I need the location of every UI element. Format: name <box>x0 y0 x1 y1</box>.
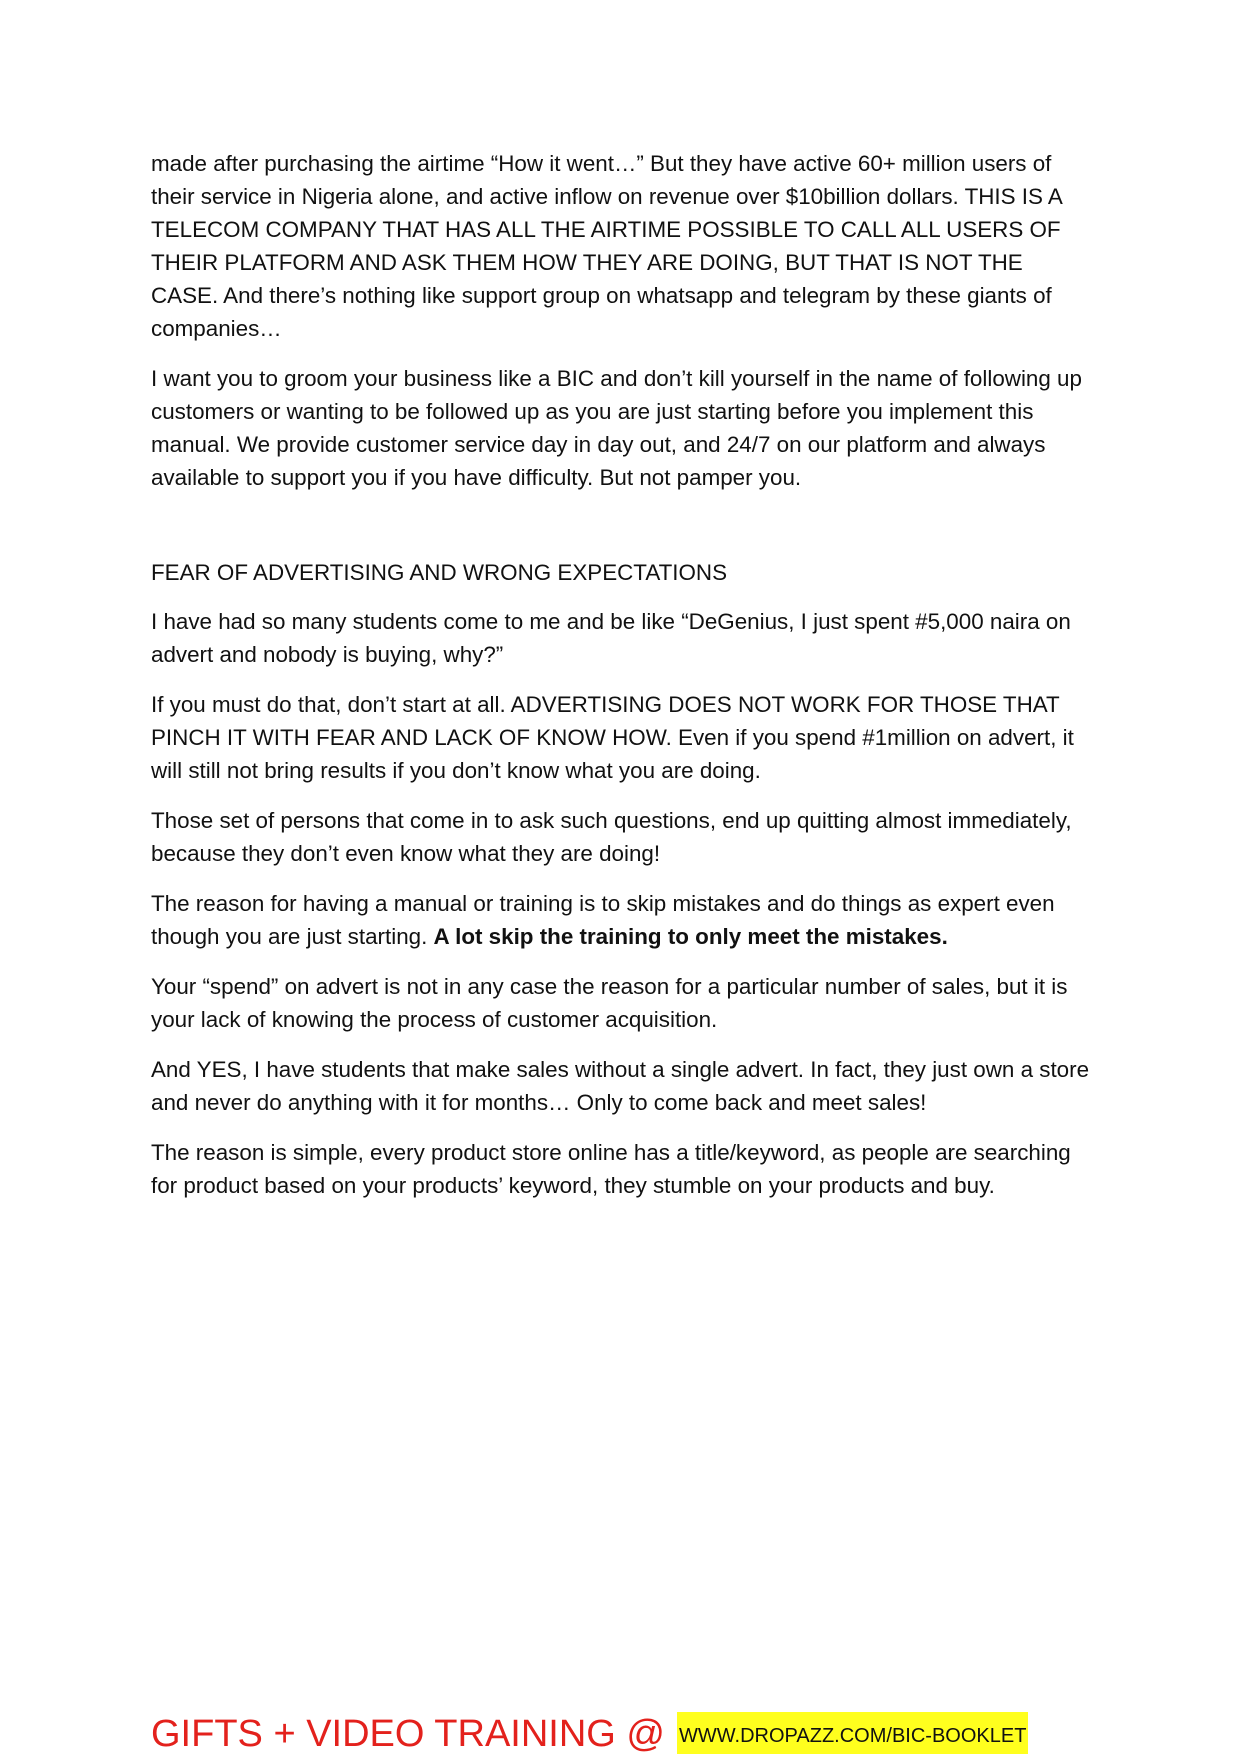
footer-website-link[interactable]: WWW.DROPAZZ.COM/BIC-BOOKLET <box>677 1712 1028 1754</box>
paragraph-sales-without-advert: And YES, I have students that make sales without a single advert. In fact, they just own a store and never do anything with it for months… Only to come back and meet sales! <box>151 1057 1090 1115</box>
section-heading: FEAR OF ADVERTISING AND WRONG EXPECTATIONS <box>151 560 728 585</box>
paragraph-keyword-reason: The reason is simple, every product store online has a title/keyword, as people are searching for product based on your products’ keyword, they stumble on your products and buy. <box>151 1140 1071 1198</box>
footer-banner <box>151 1711 1028 1754</box>
footer-gifts-text: GIFTS + VIDEO TRAINING @ <box>151 1713 666 1755</box>
manual-reason-bold: A lot skip the training to only meet the mistakes. <box>433 924 948 949</box>
paragraph-spend: Your “spend” on advert is not in any case the reason for a particular number of sales, but it is your lack of knowing the process of customer acquisition. <box>151 974 1068 1032</box>
paragraph-students-question: I have had so many students come to me and be like “DeGenius, I just spent #5,000 naira on advert and nobody is buying, why?” <box>151 609 1071 667</box>
paragraph-advertising-warning: If you must do that, don’t start at all. ADVERTISING DOES NOT WORK FOR THOSE THAT PINCH IT WITH FEAR AND LACK OF KNOW HOW. Even if you spend #1million on advert, it will still not bring results if you don’t know what you are doing. <box>151 692 1074 783</box>
manual-reason-text: The reason for having a manual or training is to skip mistakes and do things as expert even though you are just starting. <box>151 891 1055 949</box>
document-body <box>151 147 1096 1219</box>
paragraph-manual-reason <box>151 887 1096 953</box>
paragraph-groom-business: I want you to groom your business like a BIC and don’t kill yourself in the name of following up customers or wanting to be followed up as you are just starting before you implement this manual. We provide customer service day in day out, and 24/7 on our platform and always available to support you if you have difficulty. But not pamper you. <box>151 366 1082 490</box>
paragraph-airtime: made after purchasing the airtime “How it went…” But they have active 60+ million users of their service in Nigeria alone, and active inflow on revenue over $10billion dollars. THIS IS A TELECOM COMPANY THAT HAS ALL THE AIRTIME POSSIBLE TO CALL ALL USERS OF THEIR PLATFORM AND ASK THEM HOW THEY ARE DOING, BUT THAT IS NOT THE CASE. And there’s nothing like support group on whatsapp and telegram by these giants of companies… <box>151 151 1062 341</box>
paragraph-quitting: Those set of persons that come in to ask such questions, end up quitting almost immediately, because they don’t even know what they are doing! <box>151 808 1072 866</box>
